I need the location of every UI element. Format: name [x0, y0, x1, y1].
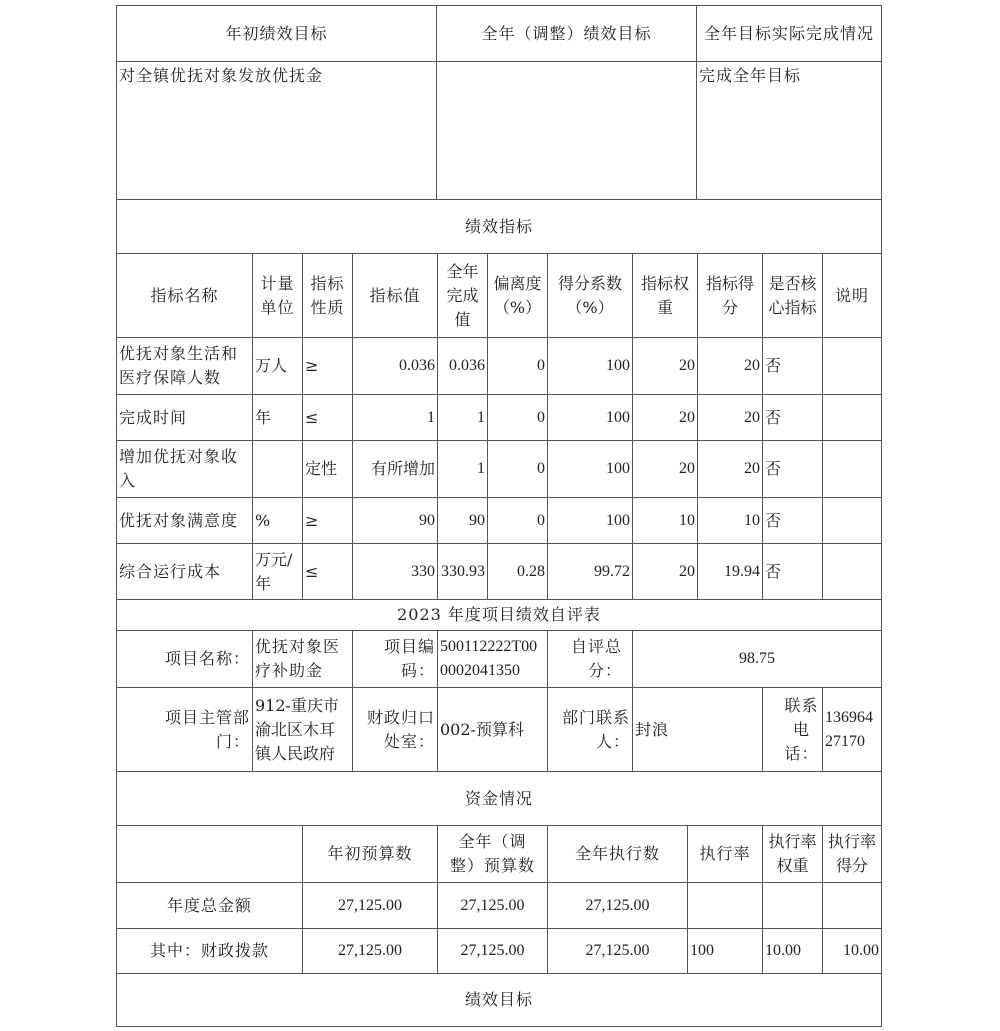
indicator-row-deviation: 0.28	[487, 543, 548, 600]
indicator-row-core: 否	[762, 337, 823, 395]
contact-value: 封浪	[632, 687, 763, 772]
funds-section-title: 资金情况	[116, 771, 882, 826]
indicator-row-deviation: 0	[487, 394, 548, 441]
funds-row-adjusted: 27,125.00	[437, 882, 548, 929]
indicator-row-target: 有所增加	[352, 440, 438, 498]
indicator-row-unit: 万元/年	[252, 543, 303, 600]
indicator-row-weight: 20	[632, 440, 698, 498]
self-score-label: 自评总分：	[547, 630, 633, 688]
indicator-row-name: 增加优抚对象收入	[116, 440, 253, 498]
indicator-row-core: 否	[762, 440, 823, 498]
indicator-row-weight: 20	[632, 337, 698, 395]
indicator-row-deviation: 0	[487, 497, 548, 544]
indicator-header-target: 指标值	[352, 253, 438, 338]
indicator-row-note	[822, 497, 882, 544]
indicator-header-coefficient: 得分系数（%）	[547, 253, 633, 338]
funds-header-exec-rate: 执行率	[687, 825, 763, 883]
form-title: 2023 年度项目绩效自评表	[116, 599, 882, 631]
indicator-row-core: 否	[762, 543, 823, 600]
indicator-row-note	[822, 543, 882, 600]
indicator-row-core: 否	[762, 497, 823, 544]
indicator-row-unit: %	[252, 497, 303, 544]
indicator-row-name: 优抚对象满意度	[116, 497, 253, 544]
funds-row-adjusted: 27,125.00	[437, 928, 548, 974]
indicator-row-target: 0.036	[352, 337, 438, 395]
indicator-row-weight: 10	[632, 497, 698, 544]
funds-row-executed: 27,125.00	[547, 928, 688, 974]
indicator-header-score: 指标得分	[697, 253, 763, 338]
indicator-row-target: 1	[352, 394, 438, 441]
funds-row-exec-rate	[687, 882, 763, 929]
indicator-row-core: 否	[762, 394, 823, 441]
phone-value: 13696427170	[822, 687, 882, 772]
indicator-header-unit: 计量单位	[252, 253, 303, 338]
indicator-header-note: 说明	[822, 253, 882, 338]
indicator-row-coefficient: 100	[547, 497, 633, 544]
phone-label: 联系电话：	[762, 687, 823, 772]
finance-office-label: 财政归口处室：	[352, 687, 438, 772]
indicator-header-weight: 指标权重	[632, 253, 698, 338]
indicator-row-coefficient: 100	[547, 394, 633, 441]
indicator-row-weight: 20	[632, 543, 698, 600]
indicator-row-target: 330	[352, 543, 438, 600]
funds-header-executed: 全年执行数	[547, 825, 688, 883]
actual-completion-text: 完成全年目标	[696, 61, 882, 200]
indicator-row-score: 20	[697, 440, 763, 498]
indicator-row-score: 19.94	[697, 543, 763, 600]
indicator-header-nature: 指标性质	[302, 253, 353, 338]
funds-row-exec-rate: 100	[687, 928, 763, 974]
indicator-row-score: 10	[697, 497, 763, 544]
indicator-row-name: 优抚对象生活和医疗保障人数	[116, 337, 253, 395]
funds-header-rate-weight: 执行率权重	[762, 825, 823, 883]
dept-value: 912-重庆市渝北区木耳镇人民政府	[252, 687, 353, 772]
indicator-row-unit: 万人	[252, 337, 303, 395]
funds-row-rate-score	[822, 882, 882, 929]
indicator-row-deviation: 0	[487, 337, 548, 395]
funds-row-rate-weight: 10.00	[762, 928, 823, 974]
indicator-row-actual: 1	[437, 440, 488, 498]
indicator-row-name: 完成时间	[116, 394, 253, 441]
funds-header-initial: 年初预算数	[302, 825, 438, 883]
self-score-value: 98.75	[632, 630, 882, 688]
funds-row-label: 其中：财政拨款	[116, 928, 303, 974]
funds-header-blank	[116, 825, 303, 883]
indicator-row-nature: ≤	[302, 394, 353, 441]
indicator-row-weight: 20	[632, 394, 698, 441]
indicator-row-unit	[252, 440, 303, 498]
indicator-row-coefficient: 99.72	[547, 543, 633, 600]
indicator-header-core: 是否核心指标	[762, 253, 823, 338]
indicators-section-title: 绩效指标	[116, 199, 882, 254]
actual-completion-header: 全年目标实际完成情况	[696, 5, 882, 62]
indicator-row-score: 20	[697, 394, 763, 441]
indicator-header-actual: 全年完成值	[437, 253, 488, 338]
indicator-row-name: 综合运行成本	[116, 543, 253, 600]
funds-header-rate-score: 执行率得分	[822, 825, 882, 883]
funds-row-executed: 27,125.00	[547, 882, 688, 929]
adjusted-goal-header: 全年（调整）绩效目标	[436, 5, 697, 62]
indicator-row-target: 90	[352, 497, 438, 544]
indicator-row-actual: 0.036	[437, 337, 488, 395]
indicator-row-note	[822, 337, 882, 395]
indicator-row-note	[822, 440, 882, 498]
funds-row-initial: 27,125.00	[302, 882, 438, 929]
indicator-row-deviation: 0	[487, 440, 548, 498]
finance-office-value: 002-预算科	[437, 687, 548, 772]
dept-label: 项目主管部门：	[116, 687, 253, 772]
indicator-row-note	[822, 394, 882, 441]
funds-row-label: 年度总金额	[116, 882, 303, 929]
adjusted-goal-text	[436, 61, 697, 200]
indicator-row-nature: ≤	[302, 543, 353, 600]
initial-goal-text: 对全镇优抚对象发放优抚金	[116, 61, 437, 200]
indicator-row-coefficient: 100	[547, 440, 633, 498]
funds-row-rate-weight	[762, 882, 823, 929]
indicator-row-nature: ≥	[302, 337, 353, 395]
indicator-row-score: 20	[697, 337, 763, 395]
project-code-label: 项目编码：	[352, 630, 438, 688]
indicator-row-nature: 定性	[302, 440, 353, 498]
indicator-header-name: 指标名称	[116, 253, 253, 338]
project-name-label: 项目名称：	[116, 630, 253, 688]
indicator-row-actual: 90	[437, 497, 488, 544]
project-name-value: 优抚对象医疗补助金	[252, 630, 353, 688]
indicator-row-actual: 1	[437, 394, 488, 441]
indicator-row-unit: 年	[252, 394, 303, 441]
funds-row-rate-score: 10.00	[822, 928, 882, 974]
initial-goal-header: 年初绩效目标	[116, 5, 437, 62]
indicator-row-nature: ≥	[302, 497, 353, 544]
indicator-row-actual: 330.93	[437, 543, 488, 600]
funds-header-adjusted: 全年（调整）预算数	[437, 825, 548, 883]
goals-section-title: 绩效目标	[116, 973, 882, 1027]
project-code-value: 500112222T000002041350	[437, 630, 548, 688]
funds-row-initial: 27,125.00	[302, 928, 438, 974]
indicator-header-deviation: 偏离度（%）	[487, 253, 548, 338]
contact-label: 部门联系人：	[547, 687, 633, 772]
performance-evaluation-sheet	[116, 5, 882, 1027]
indicator-row-coefficient: 100	[547, 337, 633, 395]
